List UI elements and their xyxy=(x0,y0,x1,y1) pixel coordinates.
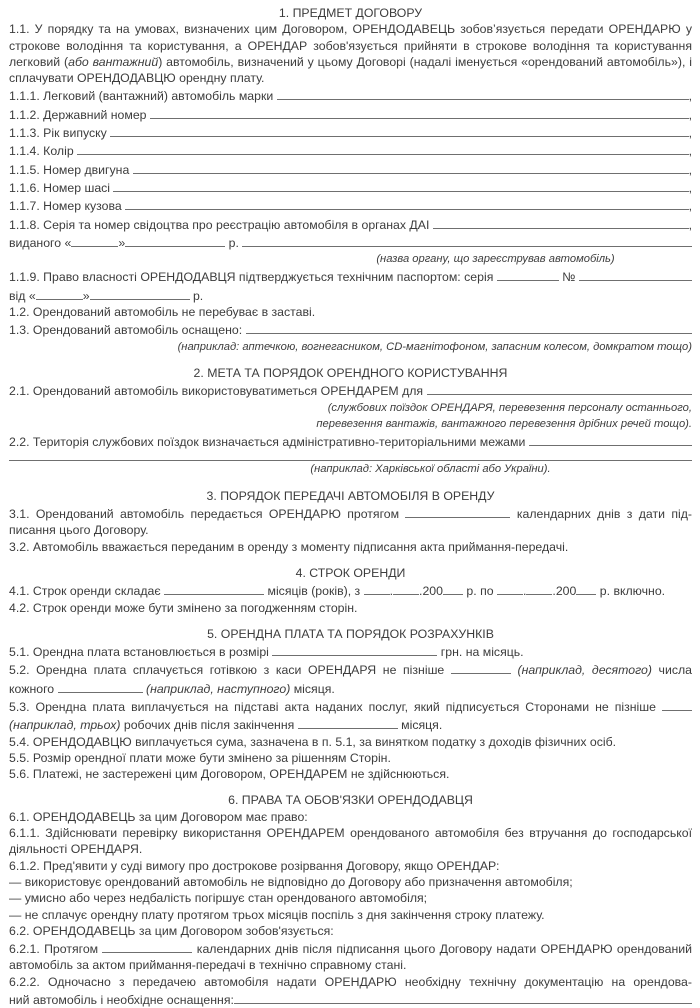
text-segment: (наприклад, трьох) xyxy=(9,718,121,733)
text-segment: , xyxy=(688,199,692,214)
blank-field xyxy=(443,581,463,595)
text-segment: 1.1.2. Державний номер xyxy=(9,107,150,122)
text-segment: — не сплачує орендну плату протягом трьох місяців поспіль з дня закінчення строку платежу. xyxy=(9,907,545,922)
blank-field xyxy=(405,504,510,518)
paragraph xyxy=(9,907,692,923)
paragraph xyxy=(9,21,692,86)
text-segment: .200 xyxy=(419,584,443,599)
blank-field xyxy=(242,233,692,247)
section-heading: 4. СТРОК ОРЕНДИ xyxy=(295,565,406,580)
blank-field xyxy=(125,233,225,247)
fill-line xyxy=(9,267,692,285)
text-segment: 6.2.1. Протягом xyxy=(9,942,103,957)
hint-text: (службових поїздок ОРЕНДАРЯ, перевезення персоналу останнього, xyxy=(327,401,692,414)
paragraph xyxy=(9,539,692,555)
text-segment: ) автомобіль, визначений у цьому Договорі (надалі іменується «орендований автомобіль»), і сплачувати ОРЕНДОДАВЦЮ орендну плату. xyxy=(9,54,692,86)
paragraph xyxy=(9,874,692,890)
text-segment: 6.1.2. Пред'явити у суді вимогу про дострокове розірвання Договору, якщо ОРЕНДАР: xyxy=(9,858,500,873)
text-segment: 1.1.7. Номер кузова xyxy=(9,199,126,214)
text-segment: 6.2. ОРЕНДОДАВЕЦЬ за цим Договором зобов'язується: xyxy=(9,923,334,938)
blank-field xyxy=(90,286,190,300)
blank-field xyxy=(71,233,118,247)
blank-field xyxy=(77,141,689,155)
blank-field xyxy=(576,581,596,595)
fill-line xyxy=(9,381,692,399)
text-segment: 1.1.1. Легковий (вантажний) автомобіль марки xyxy=(9,89,277,104)
text-segment: р. по xyxy=(462,584,497,599)
text-segment: 6.1.1. Здійснювати перевірку використання ОРЕНДАРЕМ орендованого автомобіля без втручання до господарської діяльності ОРЕНДАРЯ. xyxy=(9,826,692,857)
blank-field xyxy=(364,581,390,595)
paragraph xyxy=(9,809,692,825)
contract-document xyxy=(9,5,692,1008)
fill-line xyxy=(9,105,692,123)
section-heading: 5. ОРЕНДНА ПЛАТА ТА ПОРЯДОК РОЗРАХУНКІВ xyxy=(207,626,494,641)
hint-text: (назва органу, що зареєстрував автомобіль) xyxy=(376,253,615,266)
text-segment: 1.1.3. Рік випуску xyxy=(9,126,111,141)
blank-rule xyxy=(9,450,692,461)
paragraph xyxy=(9,697,692,734)
text-segment: 5.5. Розмір орендної плати може бути змінено за рішенням Сторін. xyxy=(9,750,391,765)
text-segment: р. включно. xyxy=(596,584,666,599)
fill-line xyxy=(9,215,692,233)
text-segment: числа кожного xyxy=(9,663,692,696)
paragraph xyxy=(9,504,692,539)
paragraph xyxy=(9,766,692,782)
text-segment: 1.3. Орендований автомобіль оснащено: xyxy=(9,323,246,338)
paragraph xyxy=(9,600,692,616)
text-segment: 3.2. Автомобіль вважається переданим в оренду з моменту підписання акта приймання-передачі. xyxy=(9,539,569,554)
blank-field xyxy=(36,286,83,300)
text-segment: . xyxy=(389,584,394,599)
text-segment: № xyxy=(558,270,579,285)
text-segment: » xyxy=(118,235,126,250)
text-segment: 2.2. Територія службових поїздок визначається адміністративно-територіальними межами xyxy=(9,435,529,450)
paragraph xyxy=(9,974,692,990)
blank-field xyxy=(393,581,419,595)
blank-field xyxy=(277,86,689,100)
fill-line xyxy=(9,196,692,214)
text-segment: 6.2.2. Одночасно з передачею автомобіля надати ОРЕНДАРЮ необхідну технічну документацію на орендова- xyxy=(9,974,692,989)
paragraph xyxy=(9,286,692,304)
paragraph xyxy=(9,923,692,939)
text-segment: ний автомобіль і необхідне оснащення: xyxy=(9,993,234,1008)
text-segment: 1.1.9. Право власності ОРЕНДОДАВЦЯ підтверджується технічним паспортом: серія xyxy=(9,270,497,285)
text-segment: 3.1. Орендований автомобіль передається ОРЕНДАРЮ протягом xyxy=(9,507,406,522)
text-segment: 5.2. Орендна плата сплачується готівкою з каси ОРЕНДАРЯ не пізніше xyxy=(9,663,451,678)
text-segment: робочих днів після закінчення xyxy=(120,718,298,733)
blank-field xyxy=(272,642,437,656)
text-segment: р. xyxy=(189,288,204,303)
blank-field xyxy=(662,697,692,711)
fill-line xyxy=(9,86,692,104)
text-segment: » xyxy=(82,288,90,303)
text-segment: , xyxy=(688,144,692,159)
text-segment: , xyxy=(688,107,692,122)
hint-text: перевезення вантажів, вантажного перевезення дрібних речей тощо). xyxy=(316,417,692,430)
text-segment: — використовує орендований автомобіль не відповідно до Договору або призначення автомобіля; xyxy=(9,874,573,889)
blank-field xyxy=(58,679,143,693)
text-segment: грн. на місяць. xyxy=(437,645,524,660)
paragraph xyxy=(9,581,692,599)
text-segment: 1.2. Орендований автомобіль не перебуває в заставі. xyxy=(9,305,316,320)
text-segment: 5.6. Платежі, не застережені цим Договором, ОРЕНДАРЕМ не здійснюються. xyxy=(9,767,450,782)
hint-text: (наприклад: Харківської області або України). xyxy=(310,463,551,476)
blank-field xyxy=(102,939,192,953)
text-segment: 4.2. Строк оренди може бути змінено за погодженням сторін. xyxy=(9,600,358,615)
blank-field xyxy=(427,381,693,395)
paragraph xyxy=(9,734,692,750)
text-segment: 1.1.8. Серія та номер свідоцтва про реєстрацію автомобіля в органах ДАІ xyxy=(9,217,433,232)
fill-line xyxy=(9,123,692,141)
text-segment: р. xyxy=(225,235,243,250)
blank-field xyxy=(113,178,688,192)
fill-line xyxy=(9,160,692,178)
text-segment: місяців (років), з xyxy=(264,584,364,599)
text-segment: , xyxy=(688,180,692,195)
fill-line xyxy=(9,990,692,1008)
blank-field xyxy=(451,660,511,674)
text-segment: . xyxy=(523,584,527,599)
text-segment: 6.1. ОРЕНДОДАВЕЦЬ за цим Договором має право: xyxy=(9,809,308,824)
hint-text: (наприклад: аптечкою, вогнегасником, CD-магнітофоном, запасним колесом, домкратом тощо) xyxy=(177,340,692,353)
blank-field xyxy=(246,320,692,334)
text-segment: або вантажний xyxy=(68,54,159,69)
section-heading: 2. МЕТА ТА ПОРЯДОК ОРЕНДНОГО КОРИСТУВАННЯ xyxy=(193,365,508,380)
blank-field xyxy=(529,432,692,446)
text-segment: , xyxy=(688,217,692,232)
text-segment: .200 xyxy=(552,584,577,599)
paragraph xyxy=(9,750,692,766)
text-segment: 2.1. Орендований автомобіль використовуватиметься ОРЕНДАРЕМ для xyxy=(9,384,427,399)
blank-field xyxy=(298,715,398,729)
blank-field xyxy=(133,160,689,174)
section-heading: 1. ПРЕДМЕТ ДОГОВОРУ xyxy=(278,6,423,20)
fill-line xyxy=(9,141,692,159)
text-segment: 1.1.6. Номер шасі xyxy=(9,180,114,195)
text-segment: 1.1.5. Номер двигуна xyxy=(9,162,133,177)
fill-line xyxy=(9,233,692,251)
blank-field xyxy=(433,215,689,229)
text-segment: (наприклад, десятого) xyxy=(517,663,652,678)
text-segment: 5.3. Орендна плата виплачується на підставі акта наданих послуг, який підписується Сторонами не пізніше xyxy=(9,699,662,714)
text-segment: 1.1.4. Колір xyxy=(9,144,78,159)
fill-line xyxy=(9,432,692,450)
blank-field xyxy=(150,105,689,119)
text-segment: , xyxy=(688,126,692,141)
paragraph xyxy=(9,642,692,660)
blank-field xyxy=(497,581,523,595)
paragraph xyxy=(9,660,692,697)
text-segment: 4.1. Строк оренди складає xyxy=(9,584,165,599)
text-segment: місяця. xyxy=(290,681,335,696)
text-segment xyxy=(511,663,518,677)
section-heading: 3. ПОРЯДОК ПЕРЕДАЧІ АВТОМОБІЛЯ В ОРЕНДУ xyxy=(206,488,495,503)
text-segment: календарних днів з дати підписання цього Договору. xyxy=(9,507,692,538)
blank-field xyxy=(234,990,692,1004)
text-segment: від « xyxy=(9,288,36,303)
paragraph xyxy=(9,825,692,858)
blank-field xyxy=(526,581,552,595)
text-segment: виданого « xyxy=(9,235,72,250)
fill-line xyxy=(9,178,692,196)
blank-field xyxy=(164,581,264,595)
blank-field xyxy=(110,123,688,137)
paragraph xyxy=(9,858,692,874)
fill-line xyxy=(9,320,692,338)
blank-field xyxy=(497,267,559,281)
text-segment: , xyxy=(688,162,692,177)
blank-field xyxy=(579,267,692,281)
text-segment: (наприклад, наступного) xyxy=(145,681,291,696)
paragraph xyxy=(9,890,692,906)
section-heading: 6. ПРАВА ТА ОБОВ'ЯЗКИ ОРЕНДОДАВЦЯ xyxy=(228,793,473,808)
paragraph xyxy=(9,304,692,320)
text-segment: , xyxy=(688,89,692,104)
blank-field xyxy=(125,196,688,210)
text-segment: місяця. xyxy=(397,718,443,733)
text-segment: — умисно або через недбалість погіршує стан орендованого автомобіля; xyxy=(9,891,428,906)
text-segment: календарних днів після підписання цього Договору надати ОРЕНДАРЮ орендований автомобіль за актом приймання-передачі в технічно справному стані. xyxy=(9,942,692,973)
text-segment: 5.4. ОРЕНДОДАВЦЮ виплачується сума, зазначена в п. 5.1, за винятком податку з доходів фізичних осіб. xyxy=(9,734,617,749)
paragraph xyxy=(9,939,692,974)
text-segment: 1.1. У порядку та на умовах, визначених цим Договором, ОРЕНДОДАВЕЦЬ зобов’язується передати ОРЕНДАРЮ у строкове володіння та користування, а ОРЕНДАР зобов'язується прийняти в строкове володіння та користування легковий ( xyxy=(9,22,692,69)
text-segment: 5.1. Орендна плата встановлюється в розмірі xyxy=(9,645,273,660)
